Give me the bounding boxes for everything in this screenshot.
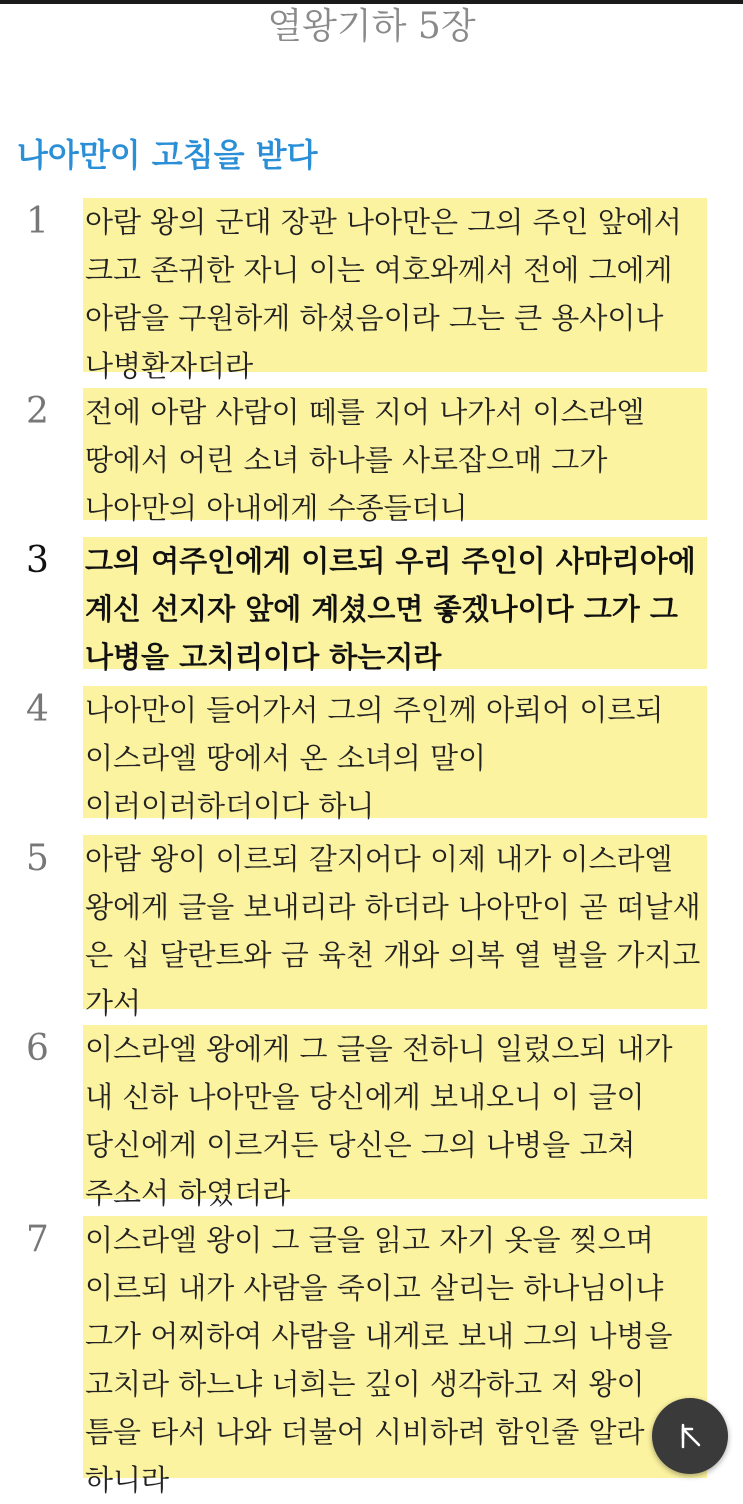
verse-number: 4 xyxy=(26,689,49,730)
verse-text[interactable]: 아람 왕의 군대 장관 나아만은 그의 주인 앞에서 크고 존귀한 자니 이는 여호와께서 전에 그에게 아람을 구원하게 하셨음이라 그는 큰 용사이나 나병환자더라 xyxy=(83,198,707,372)
verse-text[interactable]: 아람 왕이 이르되 갈지어다 이제 내가 이스라엘 왕에게 글을 보내리라 하더라 나아만이 곧 떠날새 은 십 달란트와 금 육천 개와 의복 열 벌을 가지고 가서 xyxy=(83,835,707,1009)
verse-number: 2 xyxy=(26,391,49,432)
verse-text[interactable]: 전에 아람 사람이 떼를 지어 나가서 이스라엘 땅에서 어린 소녀 하나를 사로잡으매 그가 나아만의 아내에게 수종들더니 xyxy=(83,388,707,520)
verse-number: 5 xyxy=(26,838,49,879)
chapter-title: 열왕기하 5장 xyxy=(267,6,476,47)
verse-text[interactable]: 이스라엘 왕에게 그 글을 전하니 일렀으되 내가 내 신하 나아만을 당신에게 보내오니 이 글이 당신에게 이르거든 당신은 그의 나병을 고쳐 주소서 하였더라 xyxy=(83,1025,707,1199)
arrow-up-left-icon xyxy=(675,1421,705,1451)
verse-text[interactable]: 이스라엘 왕이 그 글을 읽고 자기 옷을 찢으며 이르되 내가 사람을 죽이고 살리는 하나님이냐 그가 어찌하여 사람을 내게로 보내 그의 나병을 고치라 하느냐 너희는 깊이 생각하고 저 왕이 틈을 타서 나와 더불어 시비하려 함인줄 알라 하니라 xyxy=(83,1216,707,1478)
verse-number: 3 xyxy=(26,540,49,581)
verse-number: 6 xyxy=(26,1028,49,1069)
verse-text[interactable]: 나아만이 들어가서 그의 주인께 아뢰어 이르되 이스라엘 땅에서 온 소녀의 말이 이러이러하더이다 하니 xyxy=(83,686,707,818)
section-heading: 나아만이 고침을 받다 xyxy=(17,136,318,174)
scroll-to-top-button[interactable] xyxy=(652,1398,728,1474)
verse-text[interactable]: 그의 여주인에게 이르되 우리 주인이 사마리아에 계신 선지자 앞에 계셨으면 좋겠나이다 그가 그 나병을 고치리이다 하는지라 xyxy=(83,537,707,669)
verse-number: 1 xyxy=(26,201,49,242)
verse-number: 7 xyxy=(26,1219,49,1260)
